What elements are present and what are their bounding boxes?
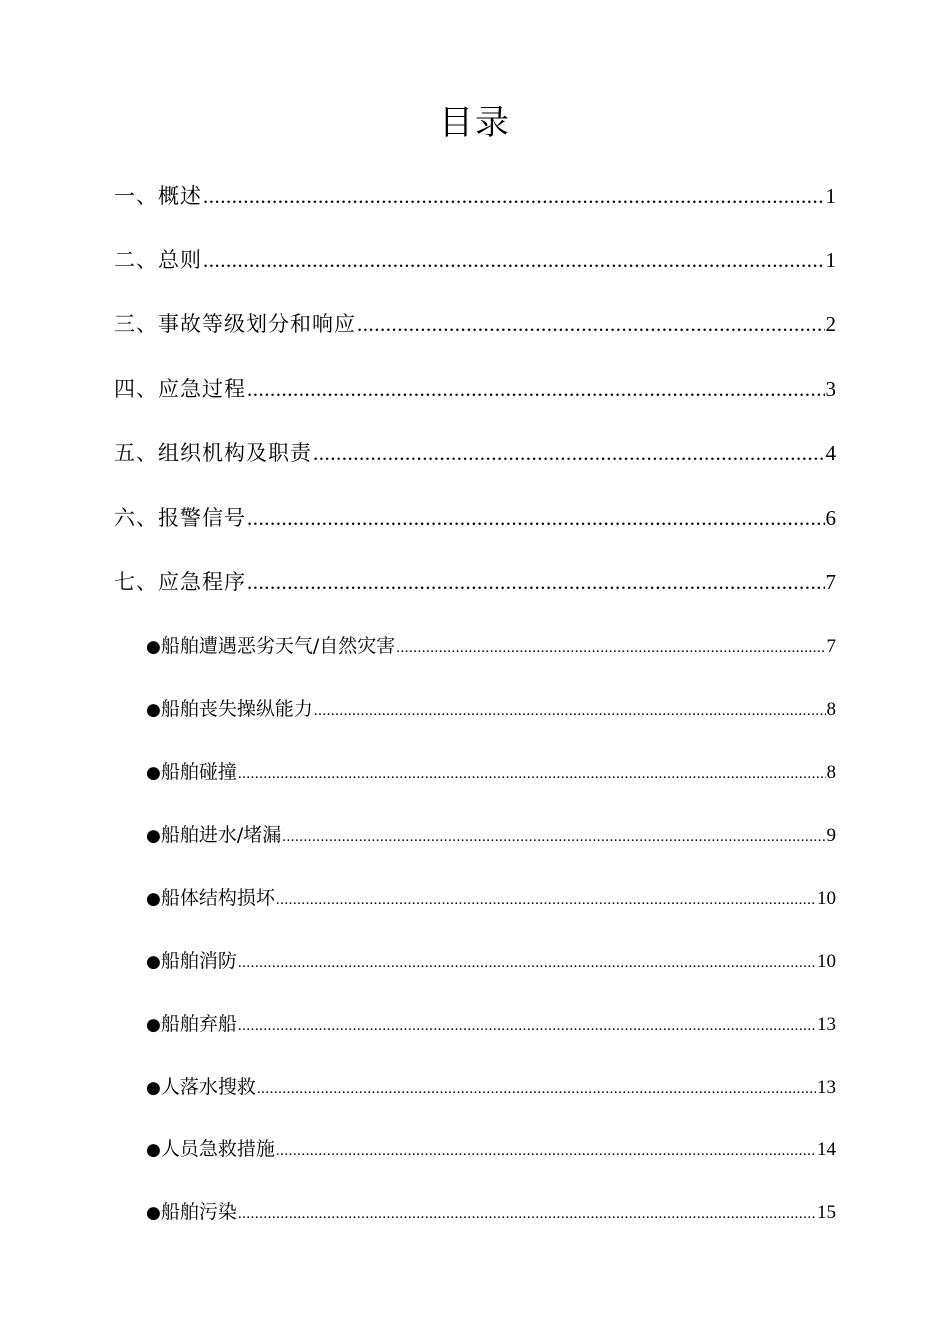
toc-entry-label: 七、应急程序 — [114, 570, 246, 594]
toc-page-number: 8 — [826, 699, 836, 720]
toc-subentry-label: 船舶污染 — [160, 1201, 237, 1223]
bullet-icon: ● — [146, 1015, 161, 1035]
toc-subentry-hull-damage[interactable] — [146, 883, 836, 913]
toc-subentry-flooding[interactable] — [146, 820, 836, 850]
toc-subentry-loss-of-steering[interactable] — [146, 694, 836, 724]
toc-leader-dots — [238, 1199, 816, 1227]
toc-page-number: 15 — [817, 1202, 836, 1223]
toc-leader-dots — [247, 566, 825, 598]
toc-page-number: 2 — [825, 312, 836, 336]
toc-subentry-label: 船舶遭遇恶劣天气/自然灾害 — [160, 635, 396, 657]
toc-entry-emergency-process[interactable] — [114, 373, 836, 405]
bullet-icon: ● — [146, 700, 161, 720]
bullet-icon: ● — [146, 826, 161, 846]
toc-subentry-bad-weather[interactable] — [146, 631, 836, 661]
toc-page-number: 10 — [817, 888, 836, 909]
toc-subentry-collision[interactable] — [146, 757, 836, 787]
toc-leader-dots — [247, 502, 825, 534]
toc-subentry-label: 船舶丧失操纵能力 — [160, 698, 313, 720]
toc-leader-dots — [314, 696, 826, 724]
toc-subentry-label: 人员急救措施 — [160, 1138, 275, 1160]
page-title: 目录 — [439, 103, 511, 143]
bullet-icon: ● — [146, 1078, 161, 1098]
toc-subentry-label: 船舶进水/堵漏 — [160, 824, 282, 846]
toc-entry-accident-levels[interactable] — [114, 308, 836, 340]
toc-entry-organization[interactable] — [114, 437, 836, 469]
toc-entry-general[interactable] — [114, 244, 836, 276]
toc-page-number: 3 — [825, 377, 836, 401]
toc-subentry-label: 人落水搜救 — [160, 1076, 256, 1098]
toc-leader-dots — [282, 822, 825, 850]
toc-subentry-label: 船舶碰撞 — [160, 761, 237, 783]
toc-subentry-label: 船体结构损坏 — [160, 887, 275, 909]
toc-leader-dots — [257, 1074, 816, 1102]
toc-page-number: 13 — [817, 1014, 836, 1035]
bullet-icon: ● — [146, 1203, 161, 1223]
toc-entry-label: 四、应急过程 — [114, 377, 246, 401]
toc-leader-dots — [238, 1011, 816, 1039]
toc-entry-label: 六、报警信号 — [114, 506, 246, 530]
toc-leader-dots — [247, 373, 825, 405]
toc-entry-label: 三、事故等级划分和响应 — [114, 312, 356, 336]
toc-entry-overview[interactable] — [114, 180, 836, 212]
bullet-icon: ● — [146, 763, 161, 783]
toc-page-number: 1 — [825, 184, 836, 208]
toc-entry-label: 一、概述 — [114, 184, 202, 208]
toc-leader-dots — [238, 948, 816, 976]
toc-page-number: 7 — [825, 570, 836, 594]
toc-page-number: 7 — [826, 636, 836, 657]
toc-subentry-label: 船舶消防 — [160, 950, 237, 972]
toc-leader-dots — [396, 633, 825, 661]
toc-leader-dots — [238, 759, 826, 787]
toc-page-number: 4 — [825, 441, 836, 465]
toc-subentry-first-aid[interactable] — [146, 1134, 836, 1164]
toc-entry-label: 五、组织机构及职责 — [114, 441, 312, 465]
bullet-icon: ● — [146, 1140, 161, 1160]
toc-entry-emergency-procedures[interactable] — [114, 566, 836, 598]
toc-leader-dots — [313, 437, 825, 469]
toc-leader-dots — [276, 885, 816, 913]
toc-leader-dots — [357, 308, 825, 340]
toc-entry-label: 二、总则 — [114, 248, 202, 272]
bullet-icon: ● — [146, 637, 161, 657]
toc-entry-alarm-signals[interactable] — [114, 502, 836, 534]
toc-subentry-pollution[interactable] — [146, 1197, 836, 1227]
bullet-icon: ● — [146, 952, 161, 972]
toc-subentry-label: 船舶弃船 — [160, 1013, 237, 1035]
toc-leader-dots — [203, 180, 825, 212]
toc-page-number: 10 — [817, 951, 836, 972]
toc-subentry-firefighting[interactable] — [146, 946, 836, 976]
toc-subentry-man-overboard[interactable] — [146, 1072, 836, 1102]
toc-leader-dots — [276, 1136, 816, 1164]
toc-page-number: 14 — [817, 1139, 836, 1160]
toc-page-number: 6 — [825, 506, 836, 530]
toc-page-number: 9 — [826, 825, 836, 846]
toc-page-number: 1 — [825, 248, 836, 272]
toc-page-number: 13 — [817, 1077, 836, 1098]
toc-leader-dots — [203, 244, 825, 276]
toc-subentry-abandon-ship[interactable] — [146, 1009, 836, 1039]
bullet-icon: ● — [146, 889, 161, 909]
toc-page-number: 8 — [826, 762, 836, 783]
